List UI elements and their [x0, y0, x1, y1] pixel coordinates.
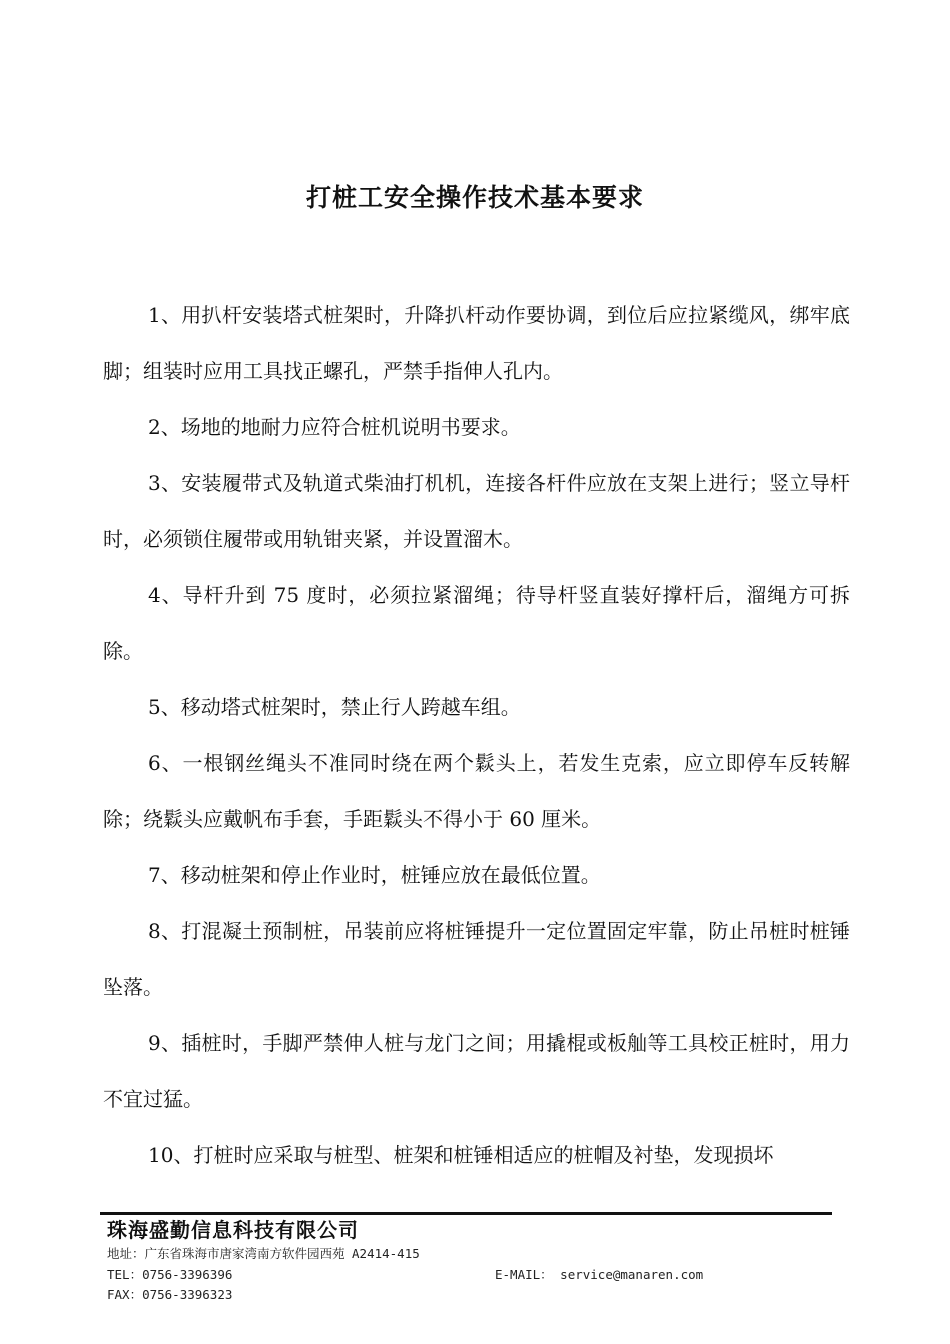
page-footer	[100, 1212, 832, 1312]
document-body	[103, 287, 850, 1183]
paragraph-6: 6、一根钢丝绳头不准同时绕在两个鬏头上，若发生克索，应立即停车反转解除；绕鬏头应戴帆布手套，手距鬏头不得小于 60 厘米。	[103, 751, 850, 831]
company-name: 珠海盛勤信息科技有限公司	[107, 1218, 359, 1242]
company-telephone: TEL：0756-3396396	[107, 1267, 233, 1282]
paragraph-4: 4、导杆升到 75 度时，必须拉紧溜绳；待导杆竖直装好撑杆后，溜绳方可拆除。	[103, 583, 850, 663]
paragraph-1: 1、用扒杆安装塔式桩架时，升降扒杆动作要协调，到位后应拉紧缆风，绑牢底脚；组装时应用工具找正螺孔，严禁手指伸人孔内。	[103, 303, 850, 383]
paragraph-2: 2、场地的地耐力应符合桩机说明书要求。	[148, 415, 521, 439]
paragraph-8: 8、打混凝土预制桩，吊装前应将桩锤提升一定位置固定牢靠，防止吊桩时桩锤坠落。	[103, 919, 850, 999]
page-title: 打桩工安全操作技术基本要求	[305, 183, 644, 212]
paragraph-10: 10、打桩时应采取与桩型、桩架和桩锤相适应的桩帽及衬垫，发现损坏	[148, 1143, 774, 1167]
footer-divider	[100, 1212, 832, 1215]
paragraph-5: 5、移动塔式桩架时，禁止行人跨越车组。	[148, 695, 521, 719]
paragraph-9: 9、插桩时，手脚严禁伸人桩与龙门之间；用撬棍或板舢等工具校正桩时，用力不宜过猛。	[103, 1031, 850, 1111]
paragraph-7: 7、移动桩架和停止作业时，桩锤应放在最低位置。	[148, 863, 601, 887]
paragraph-3: 3、安装履带式及轨道式柴油打机机，连接各杆件应放在支架上进行；竖立导杆时，必须锁住履带或用轨钳夹紧，并设置溜木。	[103, 471, 850, 551]
company-email: E-MAIL： service@manaren.com	[495, 1267, 704, 1282]
company-address: 地址：广东省珠海市唐家湾南方软件园西苑 A2414-415	[107, 1246, 420, 1261]
company-fax: FAX：0756-3396323	[107, 1287, 233, 1302]
